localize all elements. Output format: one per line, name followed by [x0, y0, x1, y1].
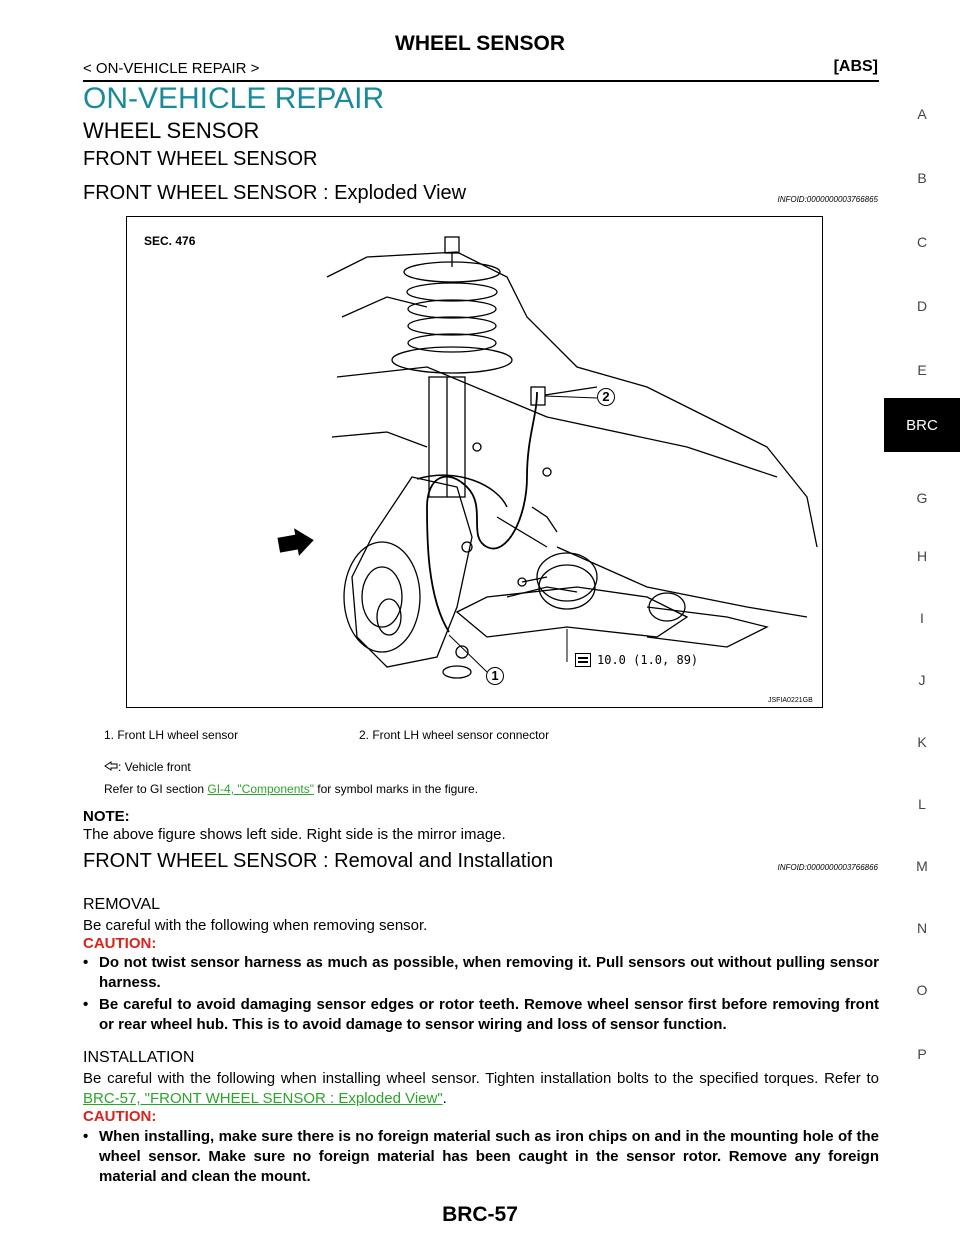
removal-caution-label: CAUTION:: [83, 935, 157, 952]
page-number: BRC-57: [442, 1203, 518, 1226]
exploded-view-heading: FRONT WHEEL SENSOR : Exploded View: [83, 182, 467, 204]
side-index-tab-e[interactable]: E: [917, 362, 927, 378]
torque-value: 10.0 (1.0, 89): [597, 653, 699, 667]
exploded-view-figure: [126, 216, 823, 708]
legend-item-2: 2. Front LH wheel sensor connector: [359, 728, 550, 742]
figure-section-label: SEC. 476: [144, 234, 196, 248]
link-brc-57-exploded-view[interactable]: BRC-57, "FRONT WHEEL SENSOR : Exploded View": [83, 1090, 443, 1107]
removal-bullet-2: • Be careful to avoid damaging sensor edges or rotor teeth. Remove wheel sensor first before removing front or rear wheel hub. This is to avoid damage to sensor wiring and loss of sensor function.: [83, 996, 879, 1033]
vehicle-front-arrow-icon: [104, 760, 118, 774]
bullet-mark: •: [83, 1128, 89, 1145]
side-index-tab-i[interactable]: I: [920, 610, 924, 626]
torque-wrench-icon: [575, 653, 591, 667]
side-index-tab-a[interactable]: A: [917, 106, 927, 122]
side-index-tab-n[interactable]: N: [916, 920, 928, 936]
side-index-tab-m[interactable]: M: [916, 858, 928, 874]
side-index-tab-o[interactable]: O: [916, 982, 928, 998]
installation-intro: Be careful with the following when installing wheel sensor. Tighten installation bolts to the specified torques. Refer to BRC-57, "FRONT WHEEL SENSOR : Exploded View".: [83, 1070, 880, 1107]
bullet-mark: •: [83, 954, 89, 971]
note-label: NOTE:: [83, 808, 130, 825]
removal-intro: Be careful with the following when removing sensor.: [83, 917, 428, 934]
bullet-mark: •: [83, 996, 89, 1013]
installation-title: INSTALLATION: [83, 1049, 195, 1066]
infoid-removal: INFOID:0000000003766866: [777, 863, 878, 872]
removal-title: REMOVAL: [83, 896, 161, 913]
callout-1: 1: [486, 667, 504, 685]
side-index-tab-p[interactable]: P: [917, 1046, 927, 1062]
page-header-title: WHEEL SENSOR: [395, 32, 565, 55]
section-heading: WHEEL SENSOR: [83, 118, 260, 143]
system-tag: [ABS]: [833, 58, 878, 75]
side-index-tab-k[interactable]: K: [917, 734, 927, 750]
removal-installation-heading: FRONT WHEEL SENSOR : Removal and Installation: [83, 850, 554, 872]
legend-vehicle-front: [104, 760, 191, 774]
legend-item-1: 1. Front LH wheel sensor: [104, 728, 239, 742]
suspension-illustration: [127, 217, 822, 707]
side-index-tab-c[interactable]: C: [916, 234, 928, 250]
side-index-tab-d[interactable]: D: [916, 298, 928, 314]
refer-suffix: for symbol marks in the figure.: [313, 782, 479, 796]
side-index-tab-l[interactable]: L: [918, 796, 926, 812]
side-index-tab-j[interactable]: J: [918, 672, 926, 688]
link-gi-components[interactable]: GI-4, "Components": [207, 782, 314, 796]
subsection-heading: FRONT WHEEL SENSOR: [83, 148, 318, 170]
side-index-tab-brc[interactable]: BRC: [884, 398, 960, 452]
refer-prefix: Refer to GI section: [104, 782, 208, 796]
vehicle-front-label: : Vehicle front: [118, 760, 191, 774]
removal-bullet-1: • Do not twist sensor harness as much as possible, when removing it. Pull sensors out without pulling sensor harness.: [83, 954, 879, 991]
side-index-tab-h[interactable]: H: [916, 548, 928, 564]
figure-id: JSFIA0221GB: [768, 697, 813, 704]
infoid-exploded: INFOID:0000000003766865: [777, 195, 878, 204]
chapter-heading: ON-VEHICLE REPAIR: [83, 82, 385, 115]
symbol-reference: [104, 782, 478, 796]
installation-bullet-1: • When installing, make sure there is no foreign material such as iron chips on and in the mounting hole of the wheel sensor. Make sure no foreign material has been caught in the sensor rotor. Remove any foreign material and clean the mount.: [83, 1128, 879, 1185]
section-breadcrumb: < ON-VEHICLE REPAIR >: [83, 60, 260, 77]
side-index-tab-b[interactable]: B: [917, 170, 927, 186]
note-text: The above figure shows left side. Right side is the mirror image.: [83, 826, 506, 843]
installation-caution-label: CAUTION:: [83, 1108, 157, 1125]
callout-2: 2: [597, 388, 615, 406]
side-index-tab-g[interactable]: G: [916, 490, 928, 506]
